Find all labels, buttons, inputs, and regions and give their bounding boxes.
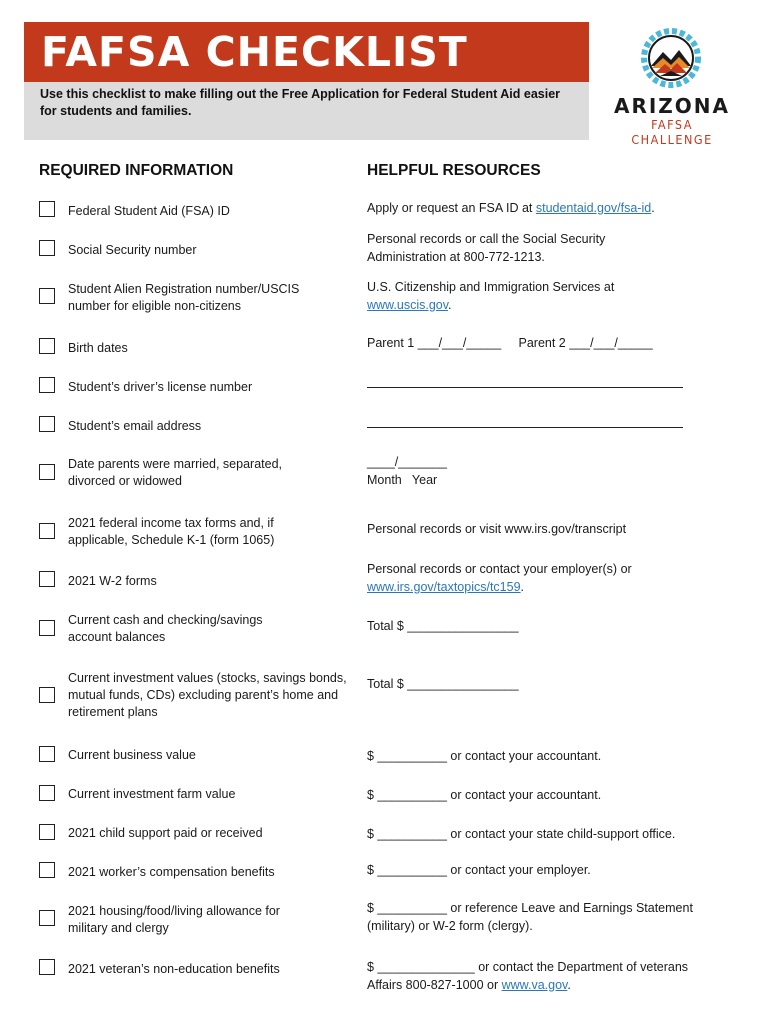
checkbox[interactable] — [39, 338, 55, 354]
checkbox[interactable] — [39, 862, 55, 878]
item-label: Current cash and checking/savings account balances — [68, 613, 263, 644]
checkbox[interactable] — [39, 201, 55, 217]
checkbox[interactable] — [39, 824, 55, 840]
required-info-heading: REQUIRED INFORMATION — [39, 162, 234, 179]
checkbox[interactable] — [39, 416, 55, 432]
item-label: 2021 child support paid or received — [68, 826, 263, 840]
arizona-fafsa-logo — [612, 26, 732, 147]
item-label: Federal Student Aid (FSA) ID — [68, 204, 230, 218]
item-label: Birth dates — [68, 341, 128, 355]
checkbox[interactable] — [39, 523, 55, 539]
checkbox[interactable] — [39, 687, 55, 703]
item-label: 2021 veteran’s non-education benefits — [68, 962, 280, 976]
checkbox[interactable] — [39, 959, 55, 975]
checkbox[interactable] — [39, 785, 55, 801]
checkbox[interactable] — [39, 746, 55, 762]
intro-text: Use this checklist to make filling out the Free Application for Federal Student Aid easier for students and families. — [40, 87, 561, 118]
resource-text: Personal records or visit www.irs.gov/transcript — [367, 522, 627, 536]
checkbox[interactable] — [39, 464, 55, 480]
helpful-resources-heading: HELPFUL RESOURCES — [367, 162, 541, 179]
title-band — [24, 22, 589, 82]
checkbox[interactable] — [39, 910, 55, 926]
date-field-caption: Month Year — [367, 473, 438, 487]
item-label: Current investment farm value — [68, 787, 236, 801]
checkbox[interactable] — [39, 620, 55, 636]
resource-text: Personal records or call the Social Security Administration at 800-772-1213. — [367, 232, 606, 264]
resource-text: Personal records or contact your employer(s) or www.irs.gov/taxtopics/tc159. — [367, 562, 632, 594]
item-label: Date parents were married, separated, divorced or widowed — [68, 457, 282, 488]
checkbox[interactable] — [39, 240, 55, 256]
checkbox[interactable] — [39, 571, 55, 587]
cash-total-field[interactable]: Total $ ________________ — [367, 619, 519, 633]
date-field[interactable]: ____/_______ — [367, 455, 447, 469]
resource-text: U.S. Citizenship and Immigration Services at www.uscis.gov. — [367, 280, 615, 312]
logo-subtitle: FAFSA CHALLENGE — [631, 117, 713, 147]
header-block — [24, 22, 589, 140]
resource-text: $ __________ or contact your accountant. — [367, 788, 602, 802]
va-link[interactable]: www.va.gov — [501, 977, 568, 992]
irs-tc159-link[interactable]: www.irs.gov/taxtopics/tc159 — [367, 579, 521, 594]
uscis-link[interactable]: www.uscis.gov — [367, 297, 449, 312]
license-number-line[interactable] — [367, 387, 683, 388]
fsa-id-link[interactable]: studentaid.gov/fsa-id — [535, 201, 652, 215]
checkbox[interactable] — [39, 377, 55, 393]
item-label: 2021 worker’s compensation benefits — [68, 865, 275, 879]
item-label: Current business value — [68, 748, 196, 762]
item-label: 2021 W-2 forms — [68, 574, 157, 588]
resource-text: $ __________ or contact your state child-support office. — [367, 827, 676, 841]
item-label: 2021 housing/food/living allowance for military and clergy — [68, 904, 280, 935]
birth-date-fields[interactable]: Parent 1 ___/___/_____ Parent 2 ___/___/_____ — [367, 336, 653, 350]
logo-name: ARIZONA — [613, 94, 731, 118]
item-label: 2021 federal income tax forms and, if applicable, Schedule K-1 (form 1065) — [68, 516, 275, 547]
resource-text: $ __________ or contact your accountant. — [367, 749, 602, 763]
sun-mountain-emblem-icon — [636, 26, 706, 92]
item-label: Student’s driver’s license number — [68, 380, 253, 394]
investment-total-field[interactable]: Total $ ________________ — [367, 677, 519, 691]
item-label: Student Alien Registration number/USCIS number for eligible non-citizens — [68, 282, 300, 313]
resource-text: $ ______________ or contact the Department of veterans Affairs 800-827-1000 or www.va.gov. — [367, 960, 689, 992]
resource-text: $ __________ or reference Leave and Earnings Statement (military) or W-2 form (clergy). — [367, 901, 693, 933]
page-title: FAFSA CHECKLIST — [41, 28, 468, 76]
email-line[interactable] — [367, 427, 683, 428]
checkbox[interactable] — [39, 288, 55, 304]
item-label: Student’s email address — [68, 419, 202, 433]
item-label: Social Security number — [68, 243, 197, 257]
resource-text: Apply or request an FSA ID at studentaid.gov/fsa-id. — [367, 201, 655, 215]
resource-text: $ __________ or contact your employer. — [367, 863, 591, 877]
item-label: Current investment values (stocks, savings bonds, mutual funds, CDs) excluding parent’s home and retirement plans — [68, 671, 347, 719]
